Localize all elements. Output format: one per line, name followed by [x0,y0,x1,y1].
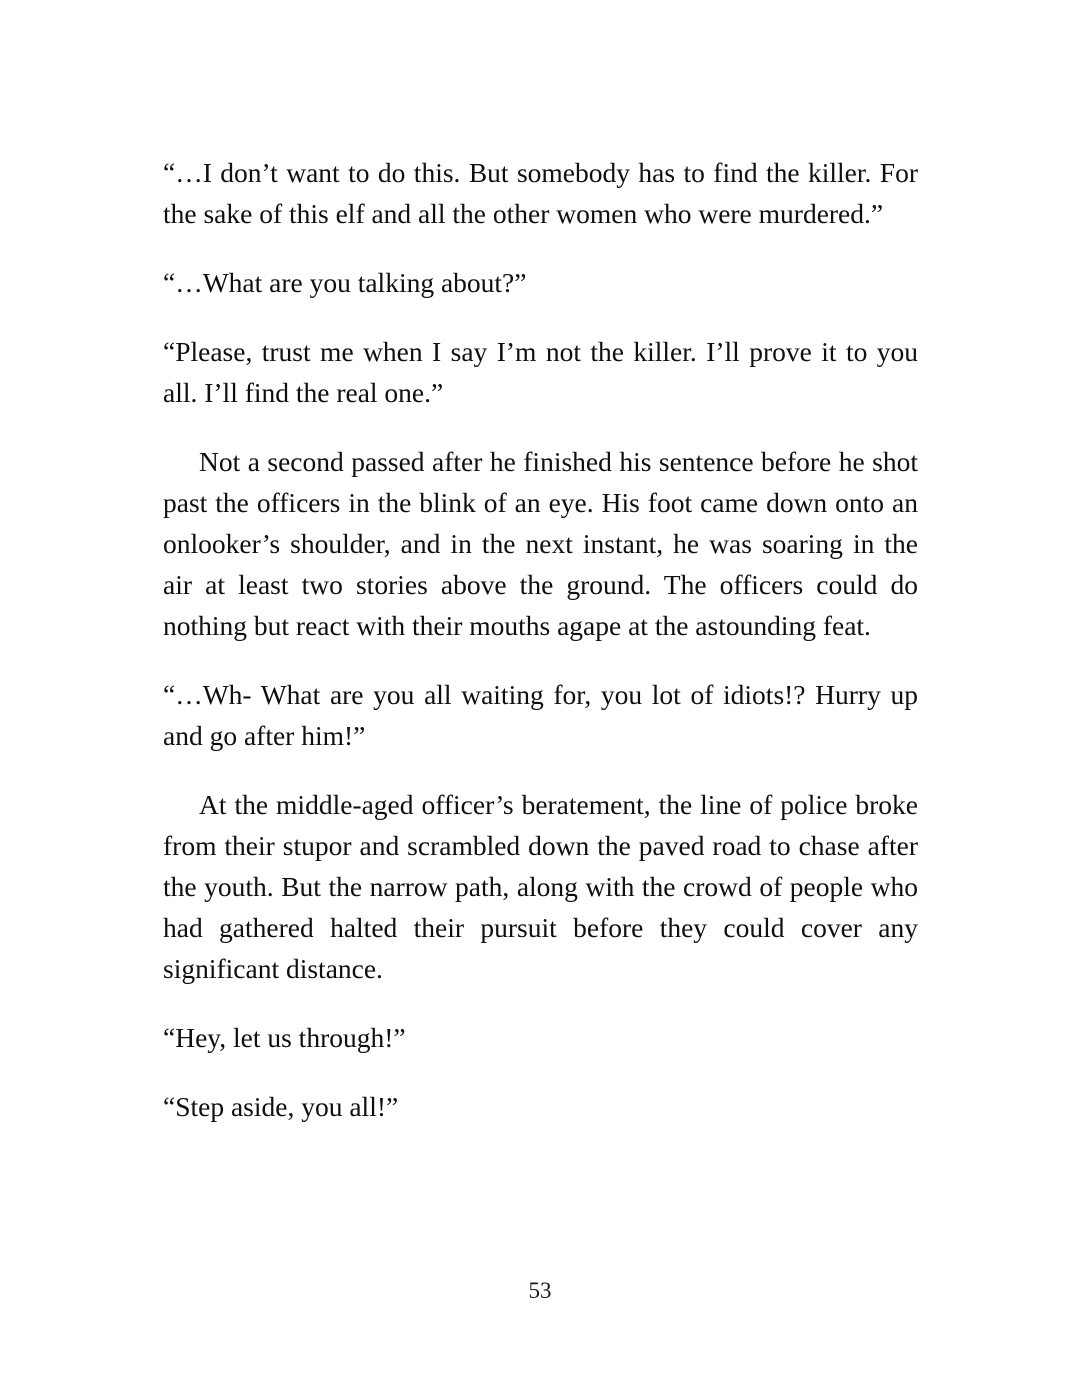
paragraph: Not a second passed after he finished his sentence before he shot past the officers in the blink of an eye. His foot came down onto an onlooker’s shoulder, and in the next instant, he was soaring in the air at least two stories above the ground. The officers could do nothing but react with their mouths agape at the astounding feat. [163,446,918,641]
paragraph: At the middle-aged officer’s beratement, the line of police broke from their stupor and scrambled down the paved road to chase after the youth. But the narrow path, along with the crowd of people who had gathered halted their pursuit before they could cover any significant distance. [163,789,918,984]
paragraph: “…Wh- What are you all waiting for, you lot of idiots!? Hurry up and go after him!” [163,679,918,751]
paragraph: “…I don’t want to do this. But somebody has to find the killer. For the sake of this elf and all the other women who were murdered.” [163,157,918,229]
paragraph: “…What are you talking about?” [163,267,527,298]
paragraph: “Please, trust me when I say I’m not the killer. I’ll prove it to you all. I’ll find the real one.” [163,336,918,408]
page-number: 53 [528,1278,552,1303]
paragraph: “Step aside, you all!” [163,1091,399,1122]
page-body-text [163,152,918,1127]
paragraph: “Hey, let us through!” [163,1022,406,1053]
